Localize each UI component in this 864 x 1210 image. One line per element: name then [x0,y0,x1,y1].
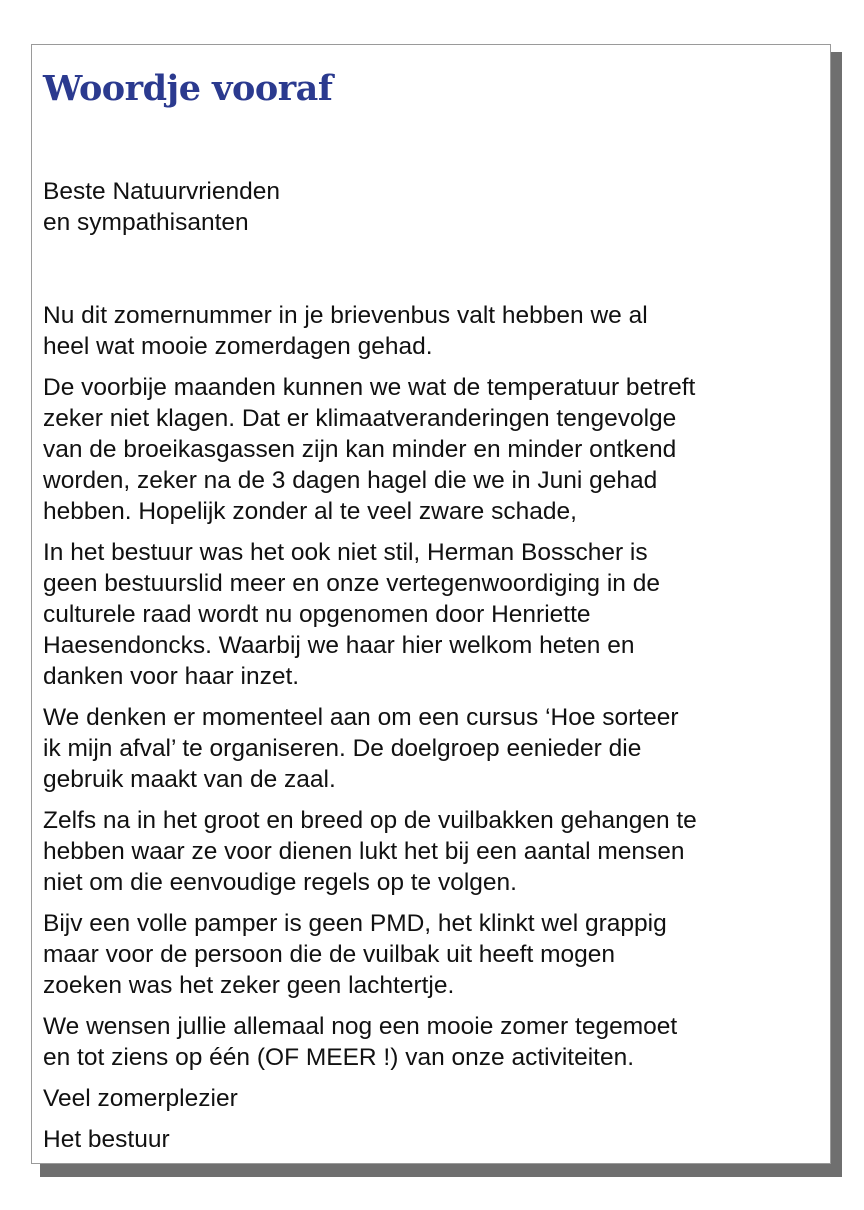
document-page [31,44,831,1164]
text-line: Nu dit zomernummer in je brievenbus valt hebben we al [43,302,648,329]
paragraph-board [43,537,818,692]
page-title: Woordje vooraf [43,68,333,109]
text-line: hebben. Hopelijk zonder al te veel zware schade, [43,498,577,525]
text-line: danken voor haar inzet. [43,663,300,690]
closing [43,1083,818,1114]
paragraph-wishes [43,1011,818,1073]
letter-body [43,176,818,1155]
text-line: De voorbije maanden kunnen we wat de temperatuur betreft [43,374,696,401]
text-line: We wensen jullie allemaal nog een mooie zomer tegemoet [43,1013,678,1040]
text-line: geen bestuurslid meer en onze vertegenwoordiging in de [43,570,660,597]
text-line: zoeken was het zeker geen lachtertje. [43,972,455,999]
text-line: hebben waar ze voor dienen lukt het bij een aantal mensen [43,838,685,865]
text-line: van de broeikasgassen zijn kan minder en minder ontkend [43,436,677,463]
text-line: Haesendoncks. Waarbij we haar hier welkom heten en [43,632,635,659]
paragraph-course [43,702,818,795]
text-line: Bijv een volle pamper is geen PMD, het klinkt wel grappig [43,910,667,937]
signature [43,1124,818,1155]
text-line: In het bestuur was het ook niet stil, Herman Bosscher is [43,539,648,566]
text-line: Het bestuur [43,1126,170,1153]
paragraph-pamper [43,908,818,1001]
text-line: zeker niet klagen. Dat er klimaatveranderingen tengevolge [43,405,677,432]
text-line: worden, zeker na de 3 dagen hagel die we in Juni gehad [43,467,658,494]
text-line: gebruik maakt van de zaal. [43,766,336,793]
text-line: niet om die eenvoudige regels op te volgen. [43,869,517,896]
text-line: Zelfs na in het groot en breed op de vuilbakken gehangen te [43,807,697,834]
paragraph-weather [43,372,818,527]
text-line: heel wat mooie zomerdagen gehad. [43,333,433,360]
text-line: We denken er momenteel aan om een cursus ‘Hoe sorteer [43,704,679,731]
paragraph-bins [43,805,818,898]
greeting-line: en sympathisanten [43,209,249,236]
text-line: Veel zomerplezier [43,1085,238,1112]
paragraph-intro [43,300,818,362]
text-line: maar voor de persoon die de vuilbak uit heeft mogen [43,941,616,968]
text-line: culturele raad wordt nu opgenomen door Henriette [43,601,591,628]
text-line: ik mijn afval’ te organiseren. De doelgroep eenieder die [43,735,642,762]
greeting-line: Beste Natuurvrienden [43,178,280,205]
text-line: en tot ziens op één (OF MEER !) van onze activiteiten. [43,1044,635,1071]
greeting [43,176,818,238]
